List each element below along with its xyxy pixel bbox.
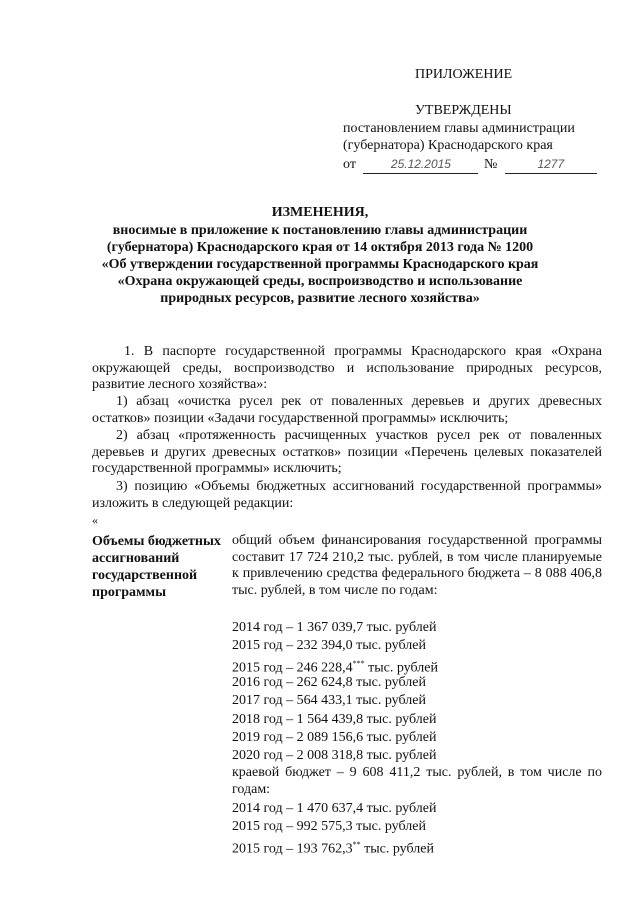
footnote-mark: ** xyxy=(352,840,361,849)
title-line-5: природных ресурсов, развитие лесного хозяйства» xyxy=(160,291,480,306)
paragraph-2: 1) абзац «очистка русел рек от поваленных деревьев и других древесных остатков» позиции «Задачи государственной программы» исключить; xyxy=(92,394,602,426)
federal-year-row: 2014 год – 1 367 039,7 тыс. рублей xyxy=(232,620,437,635)
approval-line-2: (губернатора) Краснодарского края xyxy=(343,138,553,153)
title-line-4: «Охрана окружающей среды, воспроизводство и использование xyxy=(117,274,523,289)
paragraph-4: 3) позицию «Объемы бюджетных ассигнований государственной программы» изложить в следующей редакции: xyxy=(92,479,602,511)
federal-year-row: 2019 год – 2 089 156,6 тыс. рублей xyxy=(232,730,437,745)
approval-line-1: постановлением главы администрации xyxy=(343,121,575,136)
document-title: ИЗМЕНЕНИЯ, xyxy=(271,205,369,220)
regional-year-row: 2015 год – 193 762,3** тыс. рублей xyxy=(232,840,434,857)
regional-budget-intro: краевой бюджет – 9 608 411,2 тыс. рублей, в том числе по годам: xyxy=(232,765,602,797)
date-prefix: от xyxy=(343,157,356,172)
approval-date-line xyxy=(343,155,597,174)
budget-label: Объемы бюджетных ассигнований государственной программы xyxy=(92,534,221,600)
federal-year-row: 2015 год – 232 394,0 тыс. рублей xyxy=(232,638,426,653)
federal-year-row: 2018 год – 1 564 439,8 тыс. рублей xyxy=(232,712,437,727)
approved-heading: УТВЕРЖДЕНЫ xyxy=(415,103,512,118)
title-line-1: вносимые в приложение к постановлению главы администрации xyxy=(112,223,528,238)
footnote-mark: *** xyxy=(352,659,365,668)
budget-intro: общий объем финансирования государственной программы составит 17 724 210,2 тыс. рублей, в том числе планируемые к привлечению средства федерального бюджета – 8 088 406,8 тыс. рублей, в том числе по годам: xyxy=(232,533,602,598)
title-line-2: (губернатора) Краснодарского края от 14 октября 2013 года № 1200 xyxy=(106,240,534,255)
approval-number: 1277 xyxy=(505,155,597,174)
paragraph-1: 1. В паспорте государственной программы Краснодарского края «Охрана окружающей среды, воспроизводство и использование природных ресурсов, развитие лесного хозяйства»: xyxy=(92,344,602,392)
regional-year-row: 2014 год – 1 470 637,4 тыс. рублей xyxy=(232,801,437,816)
federal-year-row: 2015 год – 246 228,4*** тыс. рублей xyxy=(232,659,438,676)
federal-year-row: 2016 год – 262 624,8 тыс. рублей xyxy=(232,675,426,690)
opening-quote: « xyxy=(92,513,98,527)
approval-date: 25.12.2015 xyxy=(363,155,478,174)
federal-year-row: 2017 год – 564 433,1 тыс. рублей xyxy=(232,693,426,708)
title-line-3: «Об утверждении государственной программы Краснодарского края xyxy=(101,257,539,272)
regional-year-row: 2015 год – 992 575,3 тыс. рублей xyxy=(232,819,426,834)
federal-year-row: 2020 год – 2 008 318,8 тыс. рублей xyxy=(232,748,437,763)
appendix-heading: ПРИЛОЖЕНИЕ xyxy=(415,67,513,82)
paragraph-3: 2) абзац «протяженность расчищенных участков русел рек от поваленных деревьев и других древесных остатков» позиции «Перечень целевых показателей государственной программы» исключить; xyxy=(92,428,602,476)
number-prefix: № xyxy=(483,157,498,172)
